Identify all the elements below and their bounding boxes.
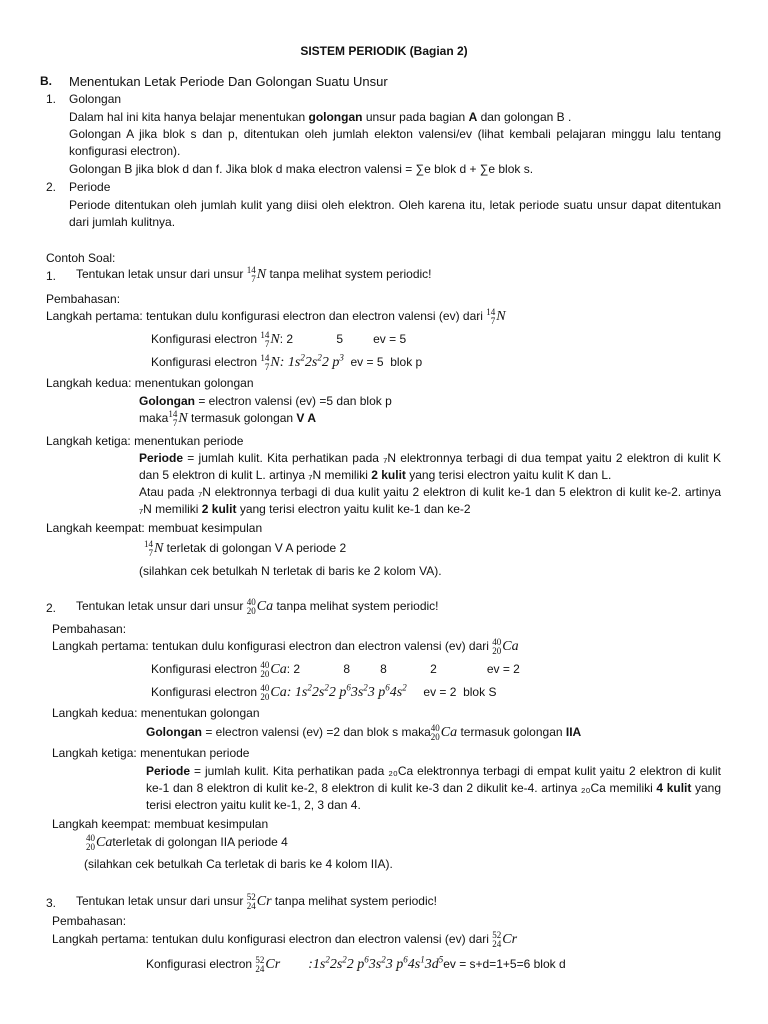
configuration-line: Konfigurasi electron 52 24 Cr $:1s^22s^22$ $p^63s^23$ $p^64s^13d^5ev = s+d=1+5=6$ blok d: [146, 954, 566, 974]
step-text: Langkah kedua: menentukan golongan: [52, 706, 260, 720]
example-question: Tentukan letak unsur dari unsur 40 20 Ca tanpa melihat system periodic!: [76, 597, 439, 616]
paragraph: Periode ditentukan oleh jumlah kulit yang diisi oleh elektron. Oleh karena itu, letak periode suatu unsur dapat ditentukan dari jumlah kulitnya.: [69, 198, 721, 229]
section-marker: B.: [40, 74, 52, 88]
example-number: 3.: [46, 896, 57, 910]
item-number: 1.: [46, 92, 57, 106]
pembahasan-label: Pembahasan:: [46, 292, 121, 306]
golongan-result: maka 14 7 N termasuk golongan V A: [139, 409, 316, 428]
example-question: Tentukan letak unsur dari unsur 52 24 Cr tanpa melihat system periodic!: [76, 892, 437, 911]
step-text: Langkah pertama: tentukan dulu konfigurasi electron dan electron valensi (ev) dari 40 20 Ca: [52, 637, 519, 656]
step-text: Langkah pertama: tentukan dulu konfigurasi electron dan electron valensi (ev) dari 52 24 Cr: [52, 930, 518, 949]
periode-paragraph: Periode = jumlah kulit. Kita perhatikan pada ₇N elektronnya terbagi di dua tempat yaitu 2 elektron di kulit K dan 5 elektron di kulit L. artinya ₇N memiliki 2 kulit yang terisi electron yaitu kulit K dan L. Atau pada ₇N elektronnya terbagi di dua kulit yaitu 2 elektron di kulit ke-1 dan 5 elektron di kulit ke-2. artinya ₇N memiliki 2 kulit yang terisi electron yaitu kulit ke-1 dan ke-2: [139, 451, 721, 516]
paragraph-line: Dalam hal ini kita hanya belajar menentukan golongan unsur pada bagian A dan golongan B .: [69, 110, 572, 124]
item-label: Golongan: [69, 92, 122, 106]
item-label: Periode: [69, 180, 111, 194]
section-heading: Menentukan Letak Periode Dan Golongan Suatu Unsur: [69, 74, 388, 89]
configuration-line: Konfigurasi electron 40 20 Ca: 2 8 8 2 ev = 2: [151, 660, 520, 679]
step-text: Langkah pertama: tentukan dulu konfigurasi electron dan electron valensi (ev) dari 14 7 N: [46, 307, 506, 326]
example-number: 2.: [46, 601, 57, 615]
page-title: SISTEM PERIODIK (Bagian 2): [300, 44, 468, 58]
step-text: Langkah ketiga: menentukan periode: [52, 746, 250, 760]
golongan-line: Golongan = electron valensi (ev) =5 dan blok p: [139, 394, 392, 408]
item-number: 2.: [46, 180, 57, 194]
configuration-line: Konfigurasi electron 14 7 N: 2 5 ev = 5: [151, 330, 407, 349]
golongan-line: Golongan = electron valensi (ev) =2 dan blok s maka 40 20 Ca termasuk golongan IIA: [146, 723, 582, 742]
configuration-line: Konfigurasi electron 40 20 Ca: $1s^22s^22$ $p^63s^23$ $p^64s^2$ ev = 2 blok S: [151, 682, 497, 702]
example-question: Tentukan letak unsur dari unsur 14 7 N tanpa melihat system periodic!: [76, 265, 432, 284]
check-note: (silahkan cek betulkah N terletak di baris ke 2 kolom VA).: [139, 564, 442, 578]
example-number: 1.: [46, 269, 57, 283]
paragraph-line: Golongan B jika blok d dan f. Jika blok d maka electron valensi = ∑e blok d + ∑e blok s.: [69, 162, 534, 176]
contoh-heading: Contoh Soal:: [46, 251, 116, 265]
step-text: Langkah keempat: membuat kesimpulan: [52, 817, 269, 831]
periode-paragraph: Periode = jumlah kulit. Kita perhatikan pada ₂₀Ca elektronnya terbagi di empat kulit yaitu 2 elektron di kulit ke-1 dan 8 elektron di kulit ke-2, 8 elektron di kulit ke-3 dan 2 dikulit ke-4. artinya ₂₀Ca memiliki 4 kulit yang terisi electron yaitu kulit ke-1, 2, 3 dan 4.: [146, 764, 721, 812]
check-note: (silahkan cek betulkah Ca terletak di baris ke 4 kolom IIA).: [84, 857, 393, 871]
pembahasan-label: Pembahasan:: [52, 622, 127, 636]
paragraph: Golongan A jika blok s dan p, ditentukan oleh jumlah elekton valensi/ev (lihat kembali pelajaran minggu lalu tentang konfigurasi electron).: [69, 127, 721, 158]
configuration-line: Konfigurasi electron 14 7 N: $1s^22s^22$ $p^3$ ev = 5 blok p: [151, 352, 423, 372]
conclusion-line: 14 7 N terletak di golongan V A periode 2: [144, 539, 347, 558]
step-text: Langkah keempat: membuat kesimpulan: [46, 521, 263, 535]
step-text: Langkah kedua: menentukan golongan: [46, 376, 254, 390]
step-text: Langkah ketiga: menentukan periode: [46, 434, 244, 448]
pembahasan-label: Pembahasan:: [52, 914, 127, 928]
conclusion-line: 40 20 Caterletak di golongan IIA periode 4: [86, 833, 288, 852]
